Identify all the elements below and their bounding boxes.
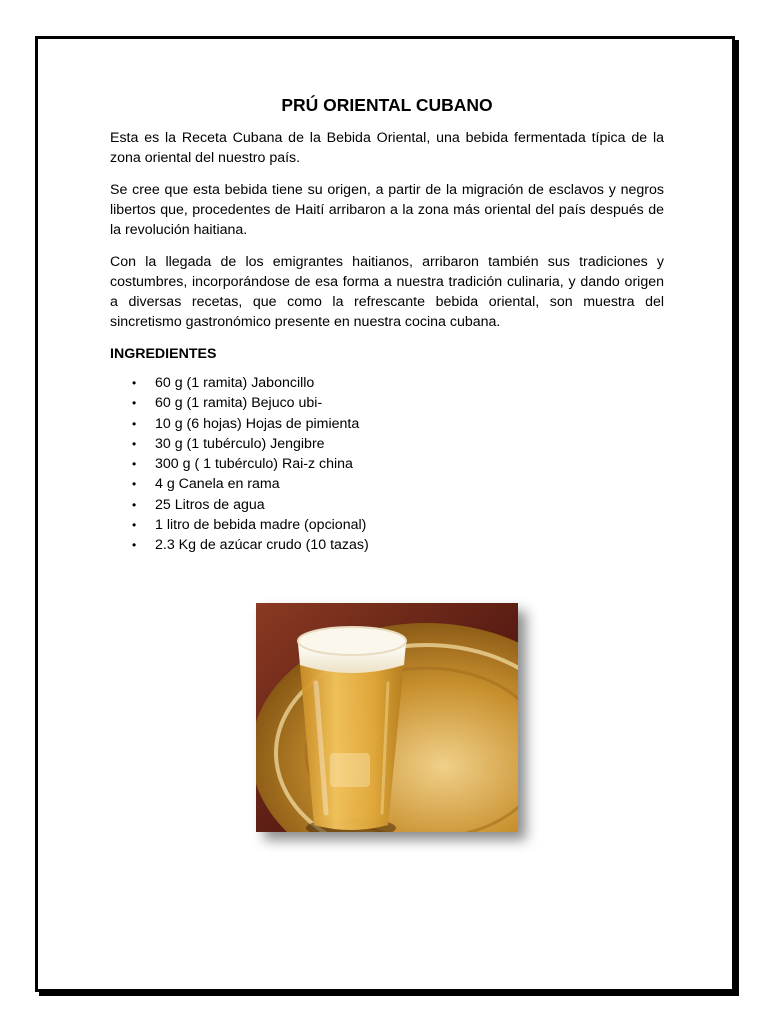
bullet-icon: • [132, 477, 137, 492]
ingredient-text: 25 Litros de agua [155, 496, 265, 513]
list-item [132, 474, 664, 494]
list-item [132, 515, 664, 535]
ice-cube [330, 753, 370, 787]
page-frame [35, 36, 735, 992]
list-item [132, 535, 664, 555]
ingredients-heading: INGREDIENTES [110, 346, 217, 362]
bullet-icon: • [132, 416, 137, 431]
ingredient-text: 60 g (1 ramita) Jaboncillo [155, 375, 315, 391]
list-item [132, 434, 664, 454]
bullet-icon: • [132, 436, 137, 451]
intro-paragraph: Esta es la Receta Cubana de la Bebida Oriental, una bebida fermentada típica de la zona oriental del nuestro país. [110, 130, 664, 166]
bullet-icon: • [132, 457, 137, 472]
ingredient-text: 30 g (1 tubérculo) Jengibre [155, 435, 325, 452]
tradition-paragraph: Con la llegada de los emigrantes haitianos, arribaron también sus tradiciones y costumbres, incorporándose de esa forma a nuestra tradición culinaria, y dando origen a diversas recetas, que como la refrescante bebida oriental, son muestra del sincretismo gastronómico presente en nuestra cocina cubana. [110, 254, 664, 330]
bullet-icon: • [132, 518, 137, 533]
bullet-icon: • [132, 538, 137, 553]
list-item [132, 393, 664, 413]
document-content [110, 93, 664, 556]
bullet-icon: • [132, 497, 137, 512]
bullet-icon: • [132, 396, 137, 411]
drink-glass-image [256, 603, 518, 832]
list-item [132, 414, 664, 434]
list-item [132, 495, 664, 515]
ingredient-text: 60 g (1 ramita) Bejuco ubi- [155, 395, 323, 412]
ingredient-list [110, 373, 664, 556]
bullet-icon: • [132, 376, 137, 390]
list-item [132, 454, 664, 474]
drink-photo [256, 603, 518, 832]
document-title: PRÚ ORIENTAL CUBANO [281, 95, 493, 115]
glass-rim [298, 627, 406, 655]
ingredient-text: 10 g (6 hojas) Hojas de pimienta [155, 415, 360, 432]
list-item [132, 373, 664, 393]
ingredient-text: 300 g ( 1 tubérculo) Rai-z china [155, 456, 353, 473]
ingredient-text: 4 g Canela en rama [155, 476, 280, 493]
ingredient-text: 1 litro de bebida madre (opcional) [155, 517, 367, 534]
ingredient-text: 2.3 Kg de azúcar crudo (10 tazas) [155, 537, 369, 554]
origin-paragraph: Se cree que esta bebida tiene su origen, a partir de la migración de esclavos y negros libertos que, procedentes de Haití arribaron a la zona más oriental del país después de la revolución haitiana. [110, 182, 664, 238]
